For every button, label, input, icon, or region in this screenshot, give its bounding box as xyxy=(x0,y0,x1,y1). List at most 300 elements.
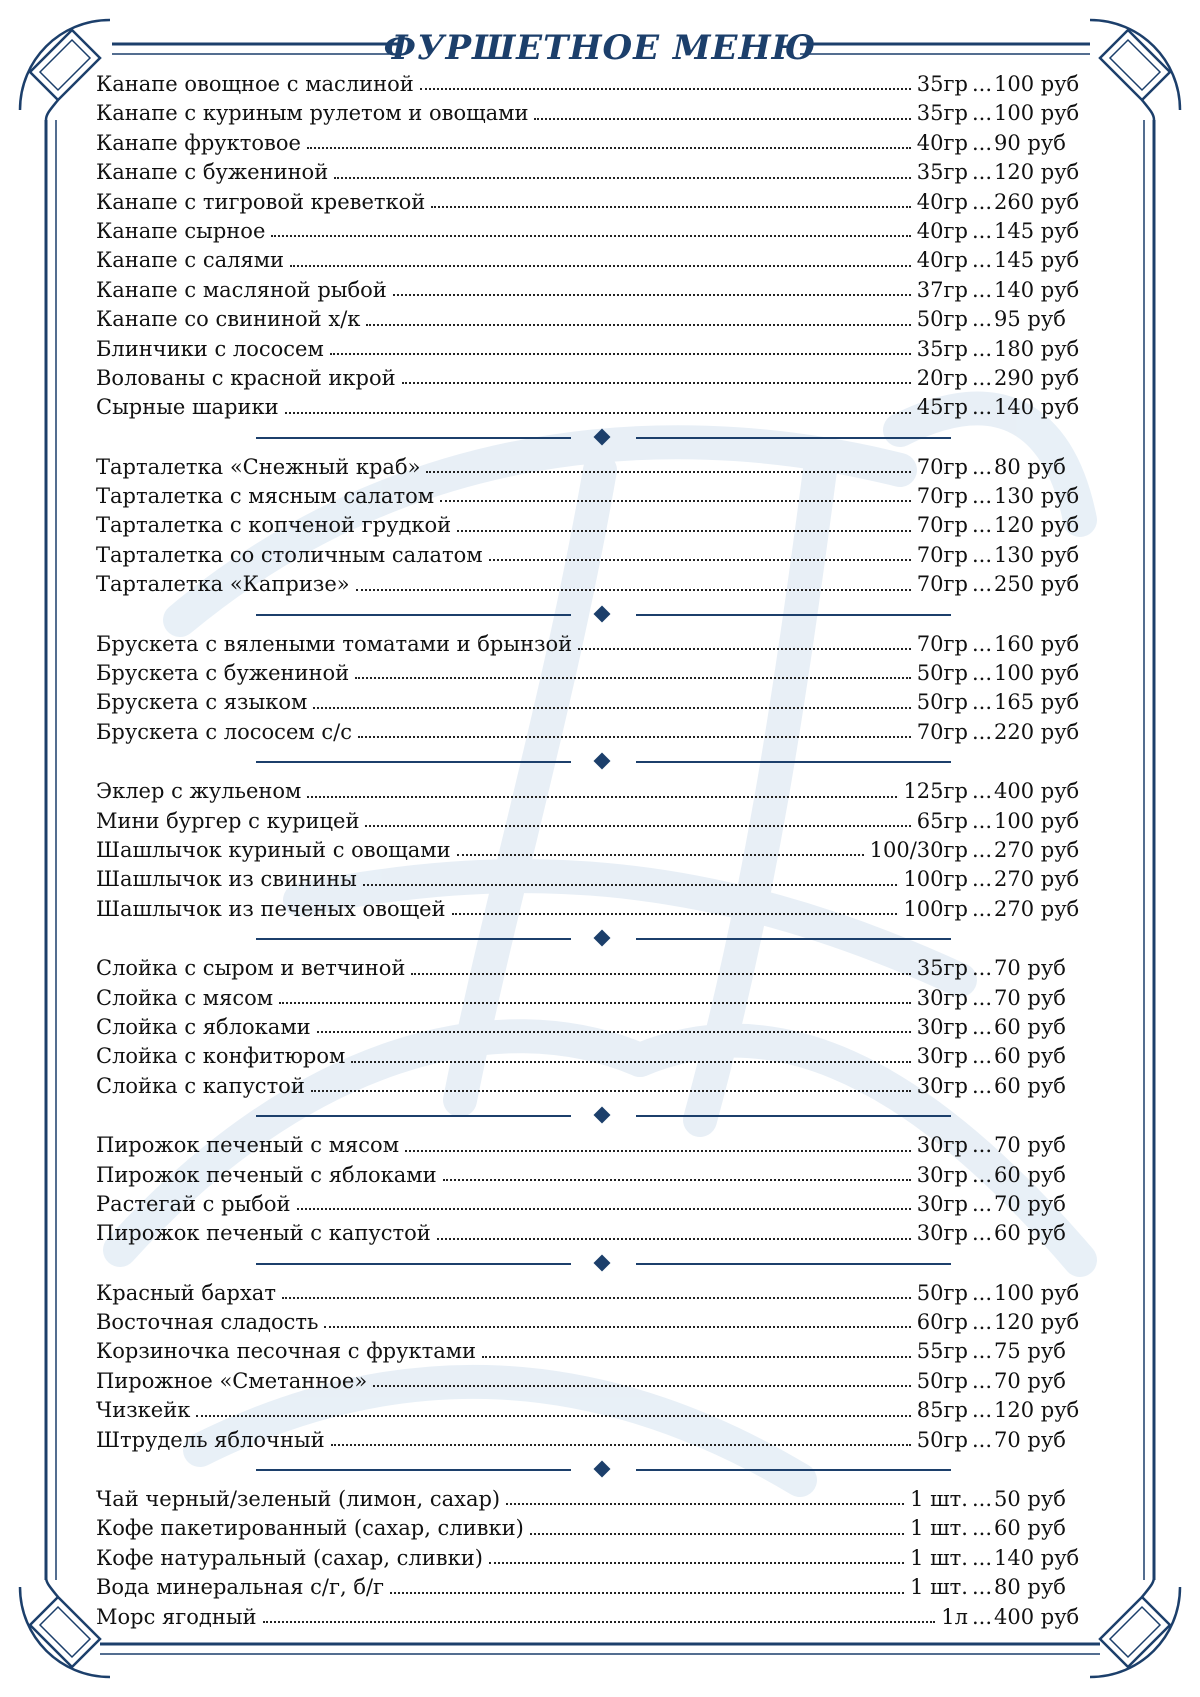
divider-line xyxy=(256,614,571,616)
menu-item xyxy=(96,865,1104,894)
price-separator: ... xyxy=(971,1516,992,1541)
item-weight: 100/30гр xyxy=(869,837,968,862)
item-price: 180 руб xyxy=(994,336,1080,361)
item-weight: 70гр xyxy=(916,572,968,597)
menu-item xyxy=(96,954,1104,983)
menu-item xyxy=(96,1219,1104,1248)
item-name: Красный бархат xyxy=(96,1280,276,1305)
price-separator: ... xyxy=(971,1575,992,1600)
item-price: 120 руб xyxy=(994,513,1080,538)
menu-item xyxy=(96,570,1104,599)
menu-section xyxy=(96,777,1104,924)
item-name: Тарталетка «Капризе» xyxy=(96,572,350,597)
price-separator: ... xyxy=(971,1221,992,1246)
menu-list xyxy=(96,70,1104,1632)
item-name: Вода минеральная с/г, б/г xyxy=(96,1575,385,1600)
price-separator: ... xyxy=(971,1310,992,1335)
dot-leader xyxy=(534,117,910,120)
item-name: Канапе с масляной рыбой xyxy=(96,277,387,302)
price-separator: ... xyxy=(971,1044,992,1069)
item-price: 120 руб xyxy=(994,1310,1080,1335)
divider-line xyxy=(636,437,951,439)
dot-leader xyxy=(331,1443,911,1446)
price-separator: ... xyxy=(971,189,992,214)
diamond-ornament-icon xyxy=(594,753,611,770)
diamond-ornament-icon xyxy=(594,605,611,622)
diamond-ornament-icon xyxy=(594,1461,611,1478)
section-divider xyxy=(96,924,1104,954)
page-title: ФУРШЕТНОЕ МЕНЮ xyxy=(383,28,817,68)
item-price: 145 руб xyxy=(994,218,1080,243)
item-weight: 60гр xyxy=(916,1310,968,1335)
menu-item xyxy=(96,1367,1104,1396)
item-price: 140 руб xyxy=(994,277,1080,302)
item-weight: 35гр xyxy=(916,160,968,185)
price-separator: ... xyxy=(971,130,992,155)
dot-leader xyxy=(373,1384,911,1387)
section-divider xyxy=(96,423,1104,453)
item-price: 130 руб xyxy=(994,542,1080,567)
item-weight: 40гр xyxy=(916,218,968,243)
item-price: 130 руб xyxy=(994,484,1080,509)
dot-leader xyxy=(530,1532,904,1535)
item-weight: 100гр xyxy=(903,896,968,921)
item-weight: 40гр xyxy=(916,130,968,155)
item-name: Брускета с вялеными томатами и брынзой xyxy=(96,631,573,656)
price-separator: ... xyxy=(971,72,992,96)
menu-item xyxy=(96,335,1104,364)
menu-item xyxy=(96,1573,1104,1602)
item-name: Канапе овощное с маслиной xyxy=(96,72,414,96)
item-name: Слойка с конфитюром xyxy=(96,1044,346,1069)
item-weight: 35гр xyxy=(916,101,968,126)
price-separator: ... xyxy=(971,985,992,1010)
item-weight: 35гр xyxy=(916,336,968,361)
diamond-ornament-icon xyxy=(594,1254,611,1271)
price-separator: ... xyxy=(971,1280,992,1305)
price-separator: ... xyxy=(971,661,992,686)
price-separator: ... xyxy=(971,1339,992,1364)
item-name: Кофе пакетированный (сахар, сливки) xyxy=(96,1516,524,1541)
item-price: 80 руб xyxy=(994,454,1066,479)
item-name: Тарталетка «Снежный краб» xyxy=(96,454,421,479)
item-price: 140 руб xyxy=(994,1545,1080,1570)
menu-item xyxy=(96,511,1104,540)
price-separator: ... xyxy=(971,1073,992,1098)
price-separator: ... xyxy=(971,1604,992,1629)
item-price: 60 руб xyxy=(994,1073,1066,1098)
item-price: 145 руб xyxy=(994,248,1080,273)
price-separator: ... xyxy=(971,572,992,597)
menu-item xyxy=(96,807,1104,836)
price-separator: ... xyxy=(971,690,992,715)
dot-leader xyxy=(363,883,898,886)
item-name: Пирожок печеный с капустой xyxy=(96,1221,431,1246)
menu-item xyxy=(96,777,1104,806)
item-name: Блинчики с лососем xyxy=(96,336,324,361)
item-weight: 70гр xyxy=(916,542,968,567)
item-name: Пирожок печеный с мясом xyxy=(96,1133,400,1158)
item-price: 95 руб xyxy=(994,307,1066,332)
item-weight: 30гр xyxy=(916,1044,968,1069)
item-name: Канапе с бужениной xyxy=(96,160,329,185)
menu-item xyxy=(96,158,1104,187)
price-separator: ... xyxy=(971,248,992,273)
menu-item xyxy=(96,1308,1104,1337)
price-separator: ... xyxy=(971,1162,992,1187)
item-name: Канапе фруктовое xyxy=(96,130,301,155)
menu-item xyxy=(96,688,1104,717)
item-weight: 20гр xyxy=(916,365,968,390)
dot-leader xyxy=(489,558,911,561)
item-price: 60 руб xyxy=(994,1221,1066,1246)
price-separator: ... xyxy=(971,837,992,862)
menu-item xyxy=(96,895,1104,924)
item-name: Сырные шарики xyxy=(96,395,279,420)
item-price: 60 руб xyxy=(994,1516,1066,1541)
item-weight: 1 шт. xyxy=(910,1545,968,1570)
item-weight: 1 шт. xyxy=(910,1575,968,1600)
item-weight: 50гр xyxy=(916,307,968,332)
dot-leader xyxy=(351,1060,910,1063)
item-price: 120 руб xyxy=(994,160,1080,185)
diamond-ornament-icon xyxy=(594,428,611,445)
item-name: Волованы с красной икрой xyxy=(96,365,396,390)
item-price: 100 руб xyxy=(994,661,1080,686)
item-weight: 50гр xyxy=(916,1368,968,1393)
item-name: Слойка с мясом xyxy=(96,985,274,1010)
item-weight: 55гр xyxy=(916,1339,968,1364)
item-price: 250 руб xyxy=(994,572,1080,597)
item-price: 60 руб xyxy=(994,1014,1066,1039)
section-divider xyxy=(96,1101,1104,1131)
item-price: 90 руб xyxy=(994,130,1066,155)
item-weight: 1л xyxy=(941,1604,968,1629)
section-divider xyxy=(96,1249,1104,1279)
divider-line xyxy=(636,1115,951,1117)
dot-leader xyxy=(405,1149,911,1152)
menu-section xyxy=(96,630,1104,748)
menu-section xyxy=(96,453,1104,600)
item-weight: 70гр xyxy=(916,454,968,479)
price-separator: ... xyxy=(971,484,992,509)
item-name: Канапе с салями xyxy=(96,248,285,273)
item-price: 140 руб xyxy=(994,395,1080,420)
item-name: Растегай с рыбой xyxy=(96,1191,291,1216)
price-separator: ... xyxy=(971,218,992,243)
item-name: Слойка с сыром и ветчиной xyxy=(96,956,406,981)
section-divider xyxy=(96,747,1104,777)
item-weight: 70гр xyxy=(916,484,968,509)
menu-item xyxy=(96,836,1104,865)
dot-leader xyxy=(307,795,897,798)
item-weight: 70гр xyxy=(916,513,968,538)
dot-leader xyxy=(506,1502,904,1505)
price-separator: ... xyxy=(971,631,992,656)
item-price: 120 руб xyxy=(994,1398,1080,1423)
dot-leader xyxy=(271,234,910,237)
dot-leader xyxy=(285,411,911,414)
menu-item xyxy=(96,1603,1104,1632)
item-weight: 35гр xyxy=(916,72,968,96)
item-price: 100 руб xyxy=(994,101,1080,126)
item-weight: 70гр xyxy=(916,719,968,744)
dot-leader xyxy=(452,912,898,915)
divider-line xyxy=(636,1263,951,1265)
dot-leader xyxy=(457,853,864,856)
price-separator: ... xyxy=(971,1487,992,1512)
item-price: 220 руб xyxy=(994,719,1080,744)
item-name: Кофе натуральный (сахар, сливки) xyxy=(96,1545,483,1570)
diamond-ornament-icon xyxy=(594,1107,611,1124)
price-separator: ... xyxy=(971,896,992,921)
dot-leader xyxy=(307,146,911,149)
item-weight: 30гр xyxy=(916,1191,968,1216)
dot-leader xyxy=(311,1089,911,1092)
price-separator: ... xyxy=(971,779,992,804)
item-weight: 50гр xyxy=(916,1427,968,1452)
dot-leader xyxy=(297,1207,911,1210)
item-price: 80 руб xyxy=(994,1575,1066,1600)
price-separator: ... xyxy=(971,956,992,981)
menu-item xyxy=(96,1426,1104,1455)
dot-leader xyxy=(263,1620,936,1623)
item-weight: 40гр xyxy=(916,189,968,214)
item-price: 70 руб xyxy=(994,1191,1066,1216)
item-name: Восточная сладость xyxy=(96,1310,319,1335)
price-separator: ... xyxy=(971,365,992,390)
menu-item xyxy=(96,305,1104,334)
item-weight: 1 шт. xyxy=(910,1516,968,1541)
menu-item xyxy=(96,1161,1104,1190)
item-name: Шашлычок из свинины xyxy=(96,867,357,892)
price-separator: ... xyxy=(971,513,992,538)
item-price: 400 руб xyxy=(994,779,1080,804)
item-weight: 85гр xyxy=(916,1398,968,1423)
dot-leader xyxy=(317,1030,911,1033)
dot-leader xyxy=(411,972,910,975)
menu-section xyxy=(96,1279,1104,1455)
section-divider xyxy=(96,600,1104,630)
dot-leader xyxy=(426,470,910,473)
divider-line xyxy=(256,1469,571,1471)
menu-item xyxy=(96,129,1104,158)
item-name: Чизкейк xyxy=(96,1398,191,1423)
item-price: 400 руб xyxy=(994,1604,1080,1629)
item-price: 70 руб xyxy=(994,985,1066,1010)
divider-line xyxy=(256,437,571,439)
item-price: 50 руб xyxy=(994,1487,1066,1512)
price-separator: ... xyxy=(971,1014,992,1039)
item-name: Брускета с языком xyxy=(96,690,308,715)
item-weight: 35гр xyxy=(916,956,968,981)
dot-leader xyxy=(355,676,911,679)
item-name: Брускета с бужениной xyxy=(96,661,350,686)
menu-item xyxy=(96,541,1104,570)
menu-item xyxy=(96,70,1104,99)
dot-leader xyxy=(313,706,910,709)
dot-leader xyxy=(324,1325,910,1328)
item-price: 60 руб xyxy=(994,1162,1066,1187)
price-separator: ... xyxy=(971,1398,992,1423)
price-separator: ... xyxy=(971,867,992,892)
item-price: 270 руб xyxy=(994,837,1080,862)
menu-item xyxy=(96,630,1104,659)
item-name: Мини бургер с курицей xyxy=(96,808,360,833)
menu-item xyxy=(96,1279,1104,1308)
item-price: 70 руб xyxy=(994,1133,1066,1158)
menu-item xyxy=(96,393,1104,422)
item-name: Пирожок печеный с яблоками xyxy=(96,1162,437,1187)
item-price: 165 руб xyxy=(994,690,1080,715)
price-separator: ... xyxy=(971,719,992,744)
divider-line xyxy=(636,938,951,940)
item-weight: 100гр xyxy=(903,867,968,892)
item-price: 160 руб xyxy=(994,631,1080,656)
divider-line xyxy=(636,1469,951,1471)
item-weight: 50гр xyxy=(916,661,968,686)
menu-item xyxy=(96,1337,1104,1366)
menu-item xyxy=(96,482,1104,511)
item-name: Шашлычок из печеных овощей xyxy=(96,896,446,921)
item-name: Чай черный/зеленый (лимон, сахар) xyxy=(96,1487,501,1512)
item-weight: 65гр xyxy=(916,808,968,833)
section-divider xyxy=(96,1455,1104,1485)
item-name: Тарталетка с мясным салатом xyxy=(96,484,435,509)
item-name: Тарталетка с копченой грудкой xyxy=(96,513,452,538)
menu-item xyxy=(96,1013,1104,1042)
item-price: 270 руб xyxy=(994,896,1080,921)
dot-leader xyxy=(578,647,911,650)
price-separator: ... xyxy=(971,542,992,567)
price-separator: ... xyxy=(971,307,992,332)
menu-section xyxy=(96,1131,1104,1249)
dot-leader xyxy=(356,588,911,591)
dot-leader xyxy=(443,1178,911,1181)
item-weight: 45гр xyxy=(916,395,968,420)
diamond-ornament-icon xyxy=(594,930,611,947)
item-price: 60 руб xyxy=(994,1044,1066,1069)
menu-item xyxy=(96,217,1104,246)
divider-line xyxy=(256,938,571,940)
menu-item xyxy=(96,1131,1104,1160)
price-separator: ... xyxy=(971,1545,992,1570)
dot-leader xyxy=(366,323,910,326)
dot-leader xyxy=(457,529,911,532)
price-separator: ... xyxy=(971,101,992,126)
item-weight: 40гр xyxy=(916,248,968,273)
item-weight: 70гр xyxy=(916,631,968,656)
item-price: 70 руб xyxy=(994,1427,1066,1452)
price-separator: ... xyxy=(971,1133,992,1158)
price-separator: ... xyxy=(971,1191,992,1216)
item-weight: 30гр xyxy=(916,1133,968,1158)
dot-leader xyxy=(431,205,911,208)
item-weight: 30гр xyxy=(916,1221,968,1246)
item-price: 290 руб xyxy=(994,365,1080,390)
item-name: Эклер с жульеном xyxy=(96,779,302,804)
menu-item xyxy=(96,364,1104,393)
item-name: Слойка с капустой xyxy=(96,1073,305,1098)
menu-item xyxy=(96,1042,1104,1071)
item-price: 70 руб xyxy=(994,1368,1066,1393)
menu-item xyxy=(96,659,1104,688)
menu-item xyxy=(96,1396,1104,1425)
price-separator: ... xyxy=(971,395,992,420)
item-price: 70 руб xyxy=(994,956,1066,981)
dot-leader xyxy=(358,735,911,738)
menu-section xyxy=(96,70,1104,423)
dot-leader xyxy=(393,293,911,296)
menu-section xyxy=(96,954,1104,1101)
price-separator: ... xyxy=(971,1368,992,1393)
menu-item xyxy=(96,99,1104,128)
item-name: Корзиночка песочная с фруктами xyxy=(96,1339,477,1364)
dot-leader xyxy=(440,499,911,502)
item-name: Слойка с яблоками xyxy=(96,1014,311,1039)
menu-item xyxy=(96,188,1104,217)
menu-item xyxy=(96,1514,1104,1543)
item-name: Брускета с лососем с/с xyxy=(96,719,352,744)
dot-leader xyxy=(402,381,911,384)
dot-leader xyxy=(437,1237,911,1240)
item-name: Канапе сырное xyxy=(96,218,266,243)
item-weight: 30гр xyxy=(916,1014,968,1039)
price-separator: ... xyxy=(971,808,992,833)
item-weight: 30гр xyxy=(916,985,968,1010)
price-separator: ... xyxy=(971,160,992,185)
item-price: 75 руб xyxy=(994,1339,1066,1364)
item-price: 270 руб xyxy=(994,867,1080,892)
menu-item xyxy=(96,276,1104,305)
item-weight: 50гр xyxy=(916,690,968,715)
item-name: Канапе с тигровой креветкой xyxy=(96,189,426,214)
menu-item xyxy=(96,1072,1104,1101)
price-separator: ... xyxy=(971,277,992,302)
dot-leader xyxy=(489,1561,904,1564)
item-weight: 30гр xyxy=(916,1073,968,1098)
item-price: 100 руб xyxy=(994,72,1080,96)
dot-leader xyxy=(334,176,911,179)
price-separator: ... xyxy=(971,454,992,479)
dot-leader xyxy=(420,87,911,90)
item-name: Канапе с куриным рулетом и овощами xyxy=(96,101,529,126)
menu-item xyxy=(96,453,1104,482)
item-name: Тарталетка со столичным салатом xyxy=(96,542,483,567)
dot-leader xyxy=(482,1355,911,1358)
bottom-rules xyxy=(100,1644,1100,1654)
item-weight: 125гр xyxy=(903,779,968,804)
menu-item xyxy=(96,984,1104,1013)
price-separator: ... xyxy=(971,336,992,361)
item-weight: 37гр xyxy=(916,277,968,302)
item-name: Канапе со свининой х/к xyxy=(96,307,361,332)
item-price: 100 руб xyxy=(994,808,1080,833)
divider-line xyxy=(636,761,951,763)
menu-section xyxy=(96,1485,1104,1632)
menu-item xyxy=(96,246,1104,275)
price-separator: ... xyxy=(971,1427,992,1452)
item-name: Морс ягодный xyxy=(96,1604,257,1629)
divider-line xyxy=(256,1115,571,1117)
item-name: Штрудель яблочный xyxy=(96,1427,325,1452)
item-price: 100 руб xyxy=(994,1280,1080,1305)
item-name: Пирожное «Сметанное» xyxy=(96,1368,368,1393)
dot-leader xyxy=(365,824,910,827)
menu-item xyxy=(96,1544,1104,1573)
menu-item xyxy=(96,718,1104,747)
menu-item xyxy=(96,1190,1104,1219)
